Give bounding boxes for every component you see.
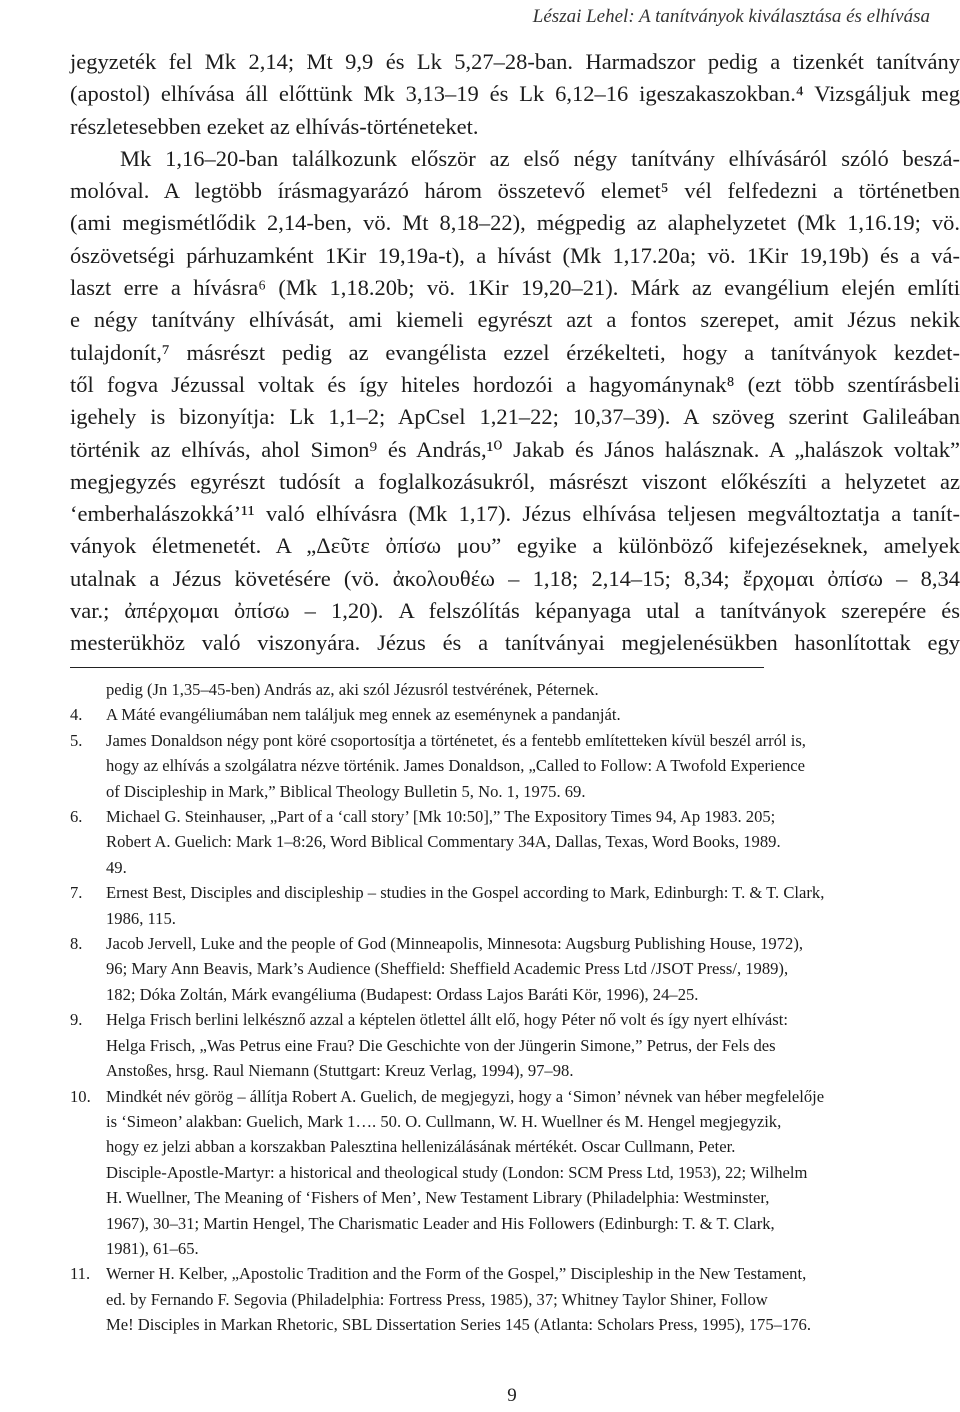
- footnote-line: 49.: [106, 857, 127, 877]
- footnote-9: [70, 1007, 960, 1083]
- footnote-number: 7.: [70, 883, 83, 903]
- footnote-continuation: [70, 677, 960, 702]
- body-line: ványok életmenetét. A „Δεῦτε ὀπίσω μου” egyike a különböző kifejezéseknek, amelyek: [70, 533, 960, 559]
- body-line: történik az elhívás, ahol Simon⁹ és András,¹⁰ Jakab és János halásznak. A „halászok voltak”: [70, 436, 960, 462]
- footnote-line: Jacob Jervell, Luke and the people of God (Minneapolis, Minnesota: Augsburg Publishing House, 1972),: [106, 934, 803, 954]
- footnote-number: 10.: [70, 1086, 91, 1106]
- footnote-line: 1986, 115.: [106, 908, 176, 928]
- footnote-line: 1967), 30–31; Martin Hengel, The Charismatic Leader and His Followers (Edinburgh: T. & T. Clark,: [106, 1213, 775, 1233]
- body-line: Mk 1,16–20-ban találkozunk először az első négy tanítvány elhívásáról szóló beszá-: [120, 145, 960, 171]
- footnote-line: Werner H. Kelber, „Apostolic Tradition and the Form of the Gospel,” Discipleship in the New Testament,: [106, 1264, 807, 1284]
- footnote-number: 11.: [70, 1264, 91, 1284]
- body-line: utalnak a Jézus követésére (vö. ἀκολουθέω – 1,18; 2,14–15; 8,34; ἔρχομαι ὀπίσω – 8,34: [70, 565, 960, 591]
- footnote-line: hogy az elhívás a szolgálatra nézve történik. James Donaldson, „Called to Follow: A Twofold Experience: [106, 756, 805, 776]
- footnote-line: hogy ez jelzi abban a korszakban Palesztina hellenizálásának mértékét. Oscar Cullmann, Peter.: [106, 1137, 736, 1157]
- footnote-line: H. Wuellner, The Meaning of ‘Fishers of Men’, New Testament Library (Philadelphia: Westminster,: [106, 1188, 770, 1208]
- body-line: laszt erre a hívásra⁶ (Mk 1,18.20b; vö. 1Kir 19,20–21). Márk az evangélium elején említi: [70, 275, 960, 301]
- footnote-number: 5.: [70, 730, 83, 750]
- footnote-line: Disciple-Apostle-Martyr: a historical and theological study (London: SCM Press Ltd, 1953), 22; Wilhelm: [106, 1162, 808, 1182]
- body-line: jegyzeték fel Mk 2,14; Mt 9,9 és Lk 5,27–28-ban. Harmadszor pedig a tizenkét tanítvány: [70, 49, 960, 74]
- footnote-line: James Donaldson négy pont köré csoportosítja a történetet, és a fentebb említetteken kívül beszél arról is,: [106, 730, 806, 750]
- footnote-10: [70, 1084, 960, 1262]
- footnote-line: of Discipleship in Mark,” Biblical Theology Bulletin 5, No. 1, 1975. 69.: [106, 781, 586, 801]
- body-line: ószövetségi párhuzamként 1Kir 19,19a-t), a hívást (Mk 1,17.20a; vö. 1Kir 19,19b) és a vá-: [70, 242, 960, 268]
- footnote-4: [70, 702, 960, 727]
- footnote-line: Helga Frisch berlini lelkésznő azzal a képtelen ötlettel állt elő, hogy Péter nő volt és így nyert elhívást:: [106, 1010, 788, 1030]
- footnotes: [70, 677, 960, 1338]
- body-line: tulajdonít,⁷ másrészt pedig az evangélista ezzel érzékelteti, hogy a tanítványok kezdet-: [70, 339, 960, 365]
- body-line: e négy tanítvány elhívását, ami kiemeli egyrészt azt a fontos szerepet, amit Jézus nekik: [70, 307, 960, 333]
- body-line: var.; ἀπέρχομαι ὀπίσω – 1,20). A felszólítás képanyaga utal a tanítványok szerepére és: [70, 598, 960, 624]
- footnote-line: 96; Mary Ann Beavis, Mark’s Audience (Sheffield: Sheffield Academic Press Ltd /JSOT Press/, 1989),: [106, 959, 789, 979]
- body-line: (ami megismétlődik 2,14-ben, vö. Mt 8,18–22), mégpedig az alaphelyzetet (Mk 1,16.19; vö.: [70, 210, 960, 236]
- body-line: igehely is bizonyítja: Lk 1,1–2; ApCsel 1,21–22; 10,37–39). A szöveg szerint Galileában: [70, 404, 960, 430]
- body-line: molóval. A legtöbb írásmagyarázó három összetevő elemet⁵ vél felfedezni a történetben: [70, 178, 960, 204]
- footnote-8: [70, 931, 960, 1007]
- body-line: megjegyzés egyrészt tudósít a foglalkozásukról, másrészt viszont előkészíti a helyzetet az: [70, 468, 960, 494]
- footnote-6: [70, 804, 960, 880]
- footnote-11: [70, 1261, 960, 1337]
- footnote-number: 9.: [70, 1010, 83, 1030]
- page-number: 9: [507, 1385, 517, 1406]
- footnote-number: 6.: [70, 807, 83, 827]
- footnote-line: Robert A. Guelich: Mark 1–8:26, Word Biblical Commentary 34A, Dallas, Texas, Word Books, 1989.: [106, 832, 781, 852]
- footnote-line: Ernest Best, Disciples and discipleship – studies in the Gospel according to Mark, Edinburgh: T. & T. Clark,: [106, 883, 825, 903]
- footnote-line: 182; Dóka Zoltán, Márk evangéliuma (Budapest: Ordass Lajos Baráti Kör, 1996), 24–25.: [106, 984, 699, 1004]
- body-line: (apostol) elhívása áll előttünk Mk 3,13–19 és Lk 6,12–16 igeszakaszokban.⁴ Vizsgáljuk meg: [70, 81, 960, 107]
- footnote-line: Helga Frisch, „Was Petrus eine Frau? Die Geschichte von der Jüngerin Simone,” Petrus, der Fels des: [106, 1035, 776, 1055]
- body-line: től fogva Jézussal voltak és így hiteles hordozói a hagyománynak⁸ (ezt több szentírásbeli: [70, 371, 960, 397]
- footnote-7: [70, 880, 960, 931]
- running-header: Lészai Lehel: A tanítványok kiválasztása és elhívása: [532, 6, 930, 27]
- footnote-line: A Máté evangéliumában nem találjuk meg ennek az eseménynek a pandanját.: [106, 705, 621, 725]
- footnote-line: 1981), 61–65.: [106, 1238, 199, 1258]
- footnote-line: Anstoßes, hrsg. Raul Niemann (Stuttgart: Kreuz Verlag, 1994), 97–98.: [106, 1061, 574, 1081]
- footnote-line: Mindkét név görög – állítja Robert A. Guelich, de megjegyzi, hogy a ‘Simon’ névnek van héber megfelelője: [106, 1086, 825, 1106]
- body-line: mesterükhöz való viszonyára. Jézus és a tanítványai megjelenésükben hasonlítottak egy: [70, 630, 960, 656]
- main-body-text: [70, 46, 960, 660]
- footnote-line: is ‘Simeon’ alakban: Guelich, Mark 1…. 50. O. Cullmann, W. H. Wuellner és M. Hengel megjegyzik,: [106, 1111, 782, 1131]
- footnote-line: ed. by Fernando F. Segovia (Philadelphia: Fortress Press, 1985), 37; Whitney Taylor Shiner, Follow: [106, 1289, 768, 1309]
- footnote-number: 4.: [70, 705, 83, 725]
- footnote-line: pedig (Jn 1,35–45-ben) András az, aki szól Jézusról testvérének, Péternek.: [106, 680, 599, 699]
- body-line: ‘emberhalászokká’¹¹ való elhívásra (Mk 1,17). Jézus elhívása teljesen megváltoztatja a tanít-: [70, 501, 960, 527]
- footnote-separator: [70, 667, 764, 668]
- footnote-5: [70, 728, 960, 804]
- footnote-number: 8.: [70, 934, 83, 954]
- body-line: részletesebben ezeket az elhívás-történeteket.: [70, 113, 479, 139]
- footnote-line: Me! Disciples in Markan Rhetoric, SBL Dissertation Series 145 (Atlanta: Scholars Press, 1995), 175–176.: [106, 1315, 811, 1335]
- footnote-line: Michael G. Steinhauser, „Part of a ‘call story’ [Mk 10:50],” The Expository Times 94, Ap 1983. 205;: [106, 807, 776, 827]
